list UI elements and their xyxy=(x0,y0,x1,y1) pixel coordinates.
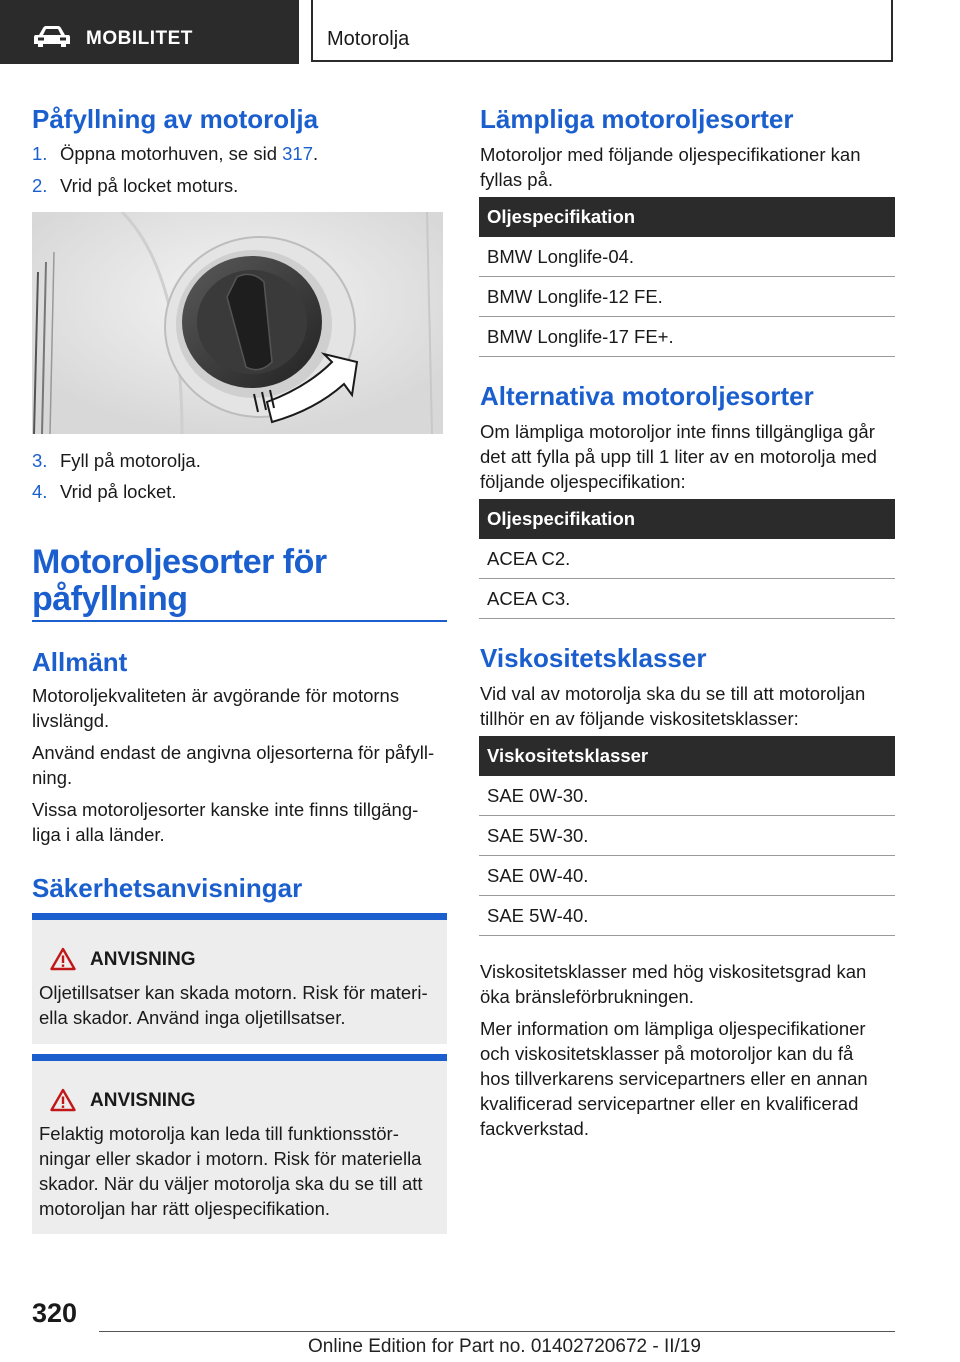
table-row: ACEA C2. xyxy=(479,539,895,579)
para-visc-2: tillhör en av följande viskositetsklasser: xyxy=(480,708,799,729)
para-more-1: Mer information om lämpliga oljespecifikationer xyxy=(480,1018,866,1039)
heading-viscosity: Viskositetsklasser xyxy=(480,643,707,673)
section-label: MOBILITET xyxy=(86,28,193,49)
table-header: Oljespecifikation xyxy=(479,499,895,539)
heading-main-2: påfyllning xyxy=(32,580,188,618)
warning-icon xyxy=(50,1088,76,1112)
warning-box-2 xyxy=(32,1054,447,1234)
table-row: SAE 0W-30. xyxy=(479,776,895,816)
para-alt-2: det att fylla på upp till 1 liter av en motorolja med xyxy=(480,446,877,467)
car-icon xyxy=(34,26,70,48)
warning-icon xyxy=(50,947,76,971)
table-row: ACEA C3. xyxy=(479,579,895,619)
para-suitable-2: fyllas på. xyxy=(480,169,554,190)
para-suitable-1: Motoroljor med följande oljespecifikationer kan xyxy=(480,144,861,165)
spec-table-1 xyxy=(479,197,895,357)
para-use-1: Använd endast de angivna oljesorterna för påfyll‐ xyxy=(32,742,435,763)
warning-text-4: motoroljan har rätt oljespecifikation. xyxy=(39,1198,331,1219)
table-row: BMW Longlife-12 FE. xyxy=(479,277,895,317)
warning-text-2: ella skador. Använd inga oljetillsatser. xyxy=(39,1007,346,1028)
warning-text-1: Felaktig motorolja kan leda till funktionsstör‐ xyxy=(39,1123,399,1144)
para-more-4: kvalificerad servicepartner eller en kvalificerad xyxy=(480,1093,859,1114)
page-link[interactable]: 317 xyxy=(282,143,314,164)
spec-table-2 xyxy=(479,499,895,619)
heading-general: Allmänt xyxy=(32,647,128,677)
warning-title: ANVISNING xyxy=(90,1090,196,1111)
oil-cap-illustration xyxy=(32,212,443,434)
warning-text-3: skador. När du väljer motorolja ska du se till att xyxy=(39,1173,423,1194)
heading-suitable: Lämpliga motoroljesorter xyxy=(480,104,794,134)
heading-alternative: Alternativa motoroljesorter xyxy=(480,381,814,411)
viscosity-table xyxy=(479,736,895,936)
para-alt-1: Om lämpliga motoroljor inte finns tillgängliga går xyxy=(480,421,875,442)
step-2: 2. Vrid på locket moturs. xyxy=(32,175,239,196)
para-alt-3: följande oljespecifikation: xyxy=(480,471,686,492)
warning-text-2: ningar eller skador i motorn. Risk för materiella xyxy=(39,1148,422,1169)
table-row: BMW Longlife-04. xyxy=(479,237,895,277)
step-4: 4. Vrid på locket. xyxy=(32,481,177,502)
warning-text-1: Oljetillsatser kan skada motorn. Risk för materi‐ xyxy=(39,982,428,1003)
chapter-header xyxy=(311,0,893,62)
para-avail-2: liga i alla länder. xyxy=(32,824,165,845)
heading-safety: Säkerhetsanvisningar xyxy=(32,873,303,903)
para-quality-1: Motoroljekvaliteten är avgörande för motorns xyxy=(32,685,400,706)
table-row: SAE 0W-40. xyxy=(479,856,895,896)
para-fuel-2: öka bränsleförbrukningen. xyxy=(480,986,694,1007)
para-visc-1: Vid val av motorolja ska du se till att motoroljan xyxy=(480,683,866,704)
para-avail-1: Vissa motoroljesorter kanske inte finns tillgäng‐ xyxy=(32,799,419,820)
para-more-5: fackverkstad. xyxy=(480,1118,589,1139)
step-3: 3. Fyll på motorolja. xyxy=(32,450,201,471)
para-fuel-1: Viskositetsklasser med hög viskositetsgrad kan xyxy=(480,961,867,982)
page-number: 320 xyxy=(32,1298,78,1328)
warning-box-1 xyxy=(32,913,447,1044)
edition-note: Online Edition for Part no. 01402720672 - II/19 xyxy=(308,1336,701,1357)
heading-fill: Påfyllning av motorolja xyxy=(32,104,319,134)
chapter-title: Motorolja xyxy=(327,28,410,50)
heading-rule xyxy=(32,620,447,622)
table-row: SAE 5W-30. xyxy=(479,816,895,856)
table-row: BMW Longlife-17 FE+. xyxy=(479,317,895,357)
step-1: 1. Öppna motorhuven, se sid 317. xyxy=(32,143,319,164)
table-header: Viskositetsklasser xyxy=(479,736,895,776)
section-tab xyxy=(0,0,299,64)
warning-title: ANVISNING xyxy=(90,949,196,970)
para-use-2: ning. xyxy=(32,767,73,788)
table-row: SAE 5W-40. xyxy=(479,896,895,936)
table-header: Oljespecifikation xyxy=(479,197,895,237)
footer-rule xyxy=(99,1331,895,1332)
para-more-3: hos tillverkarens servicepartners eller en annan xyxy=(480,1068,868,1089)
para-quality-2: livslängd. xyxy=(32,710,110,731)
para-more-2: och viskositetsklasser på motoroljor kan du få xyxy=(480,1043,854,1064)
heading-main-1: Motoroljesorter för xyxy=(32,543,327,581)
